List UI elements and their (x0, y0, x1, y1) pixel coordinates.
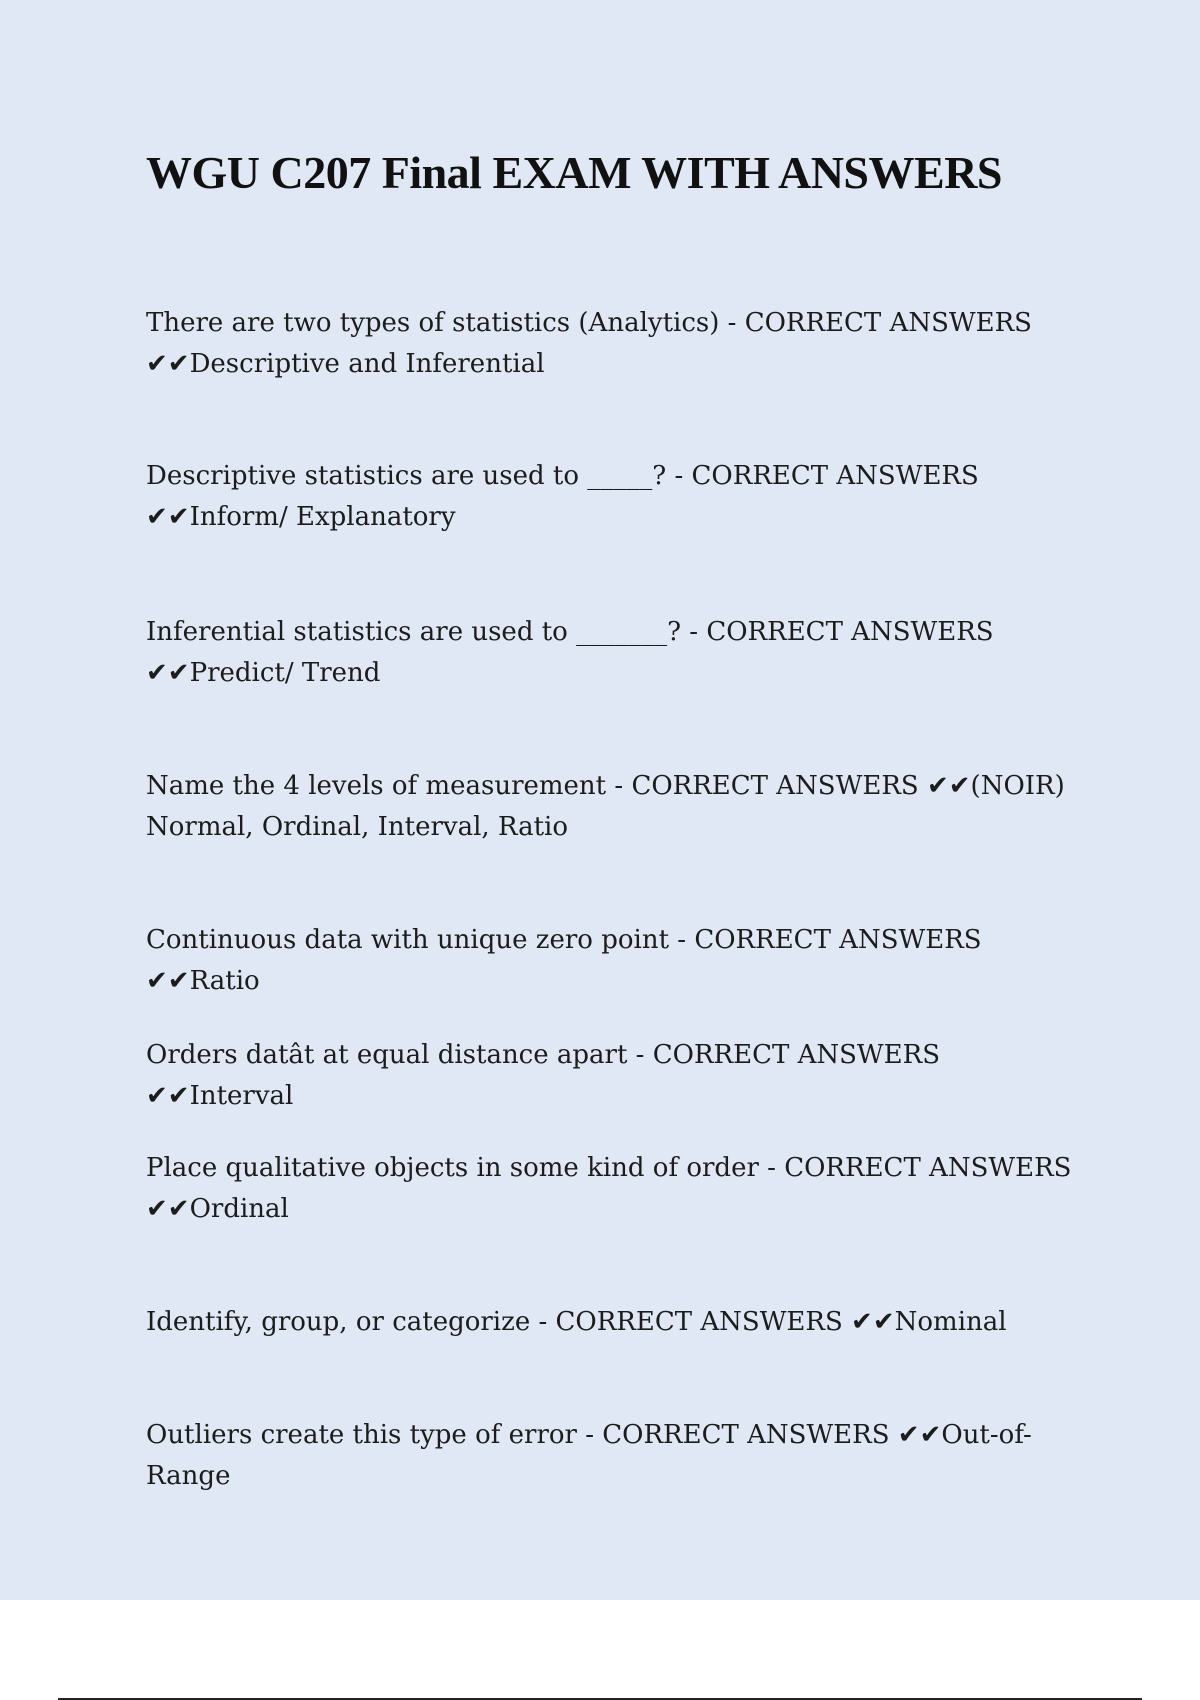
qa-item-1: There are two types of statistics (Analytics) - CORRECT ANSWERS ✔✔Descriptive and Inferential (146, 308, 1032, 379)
qa-item-6: Orders datât at equal distance apart - CORRECT ANSWERS ✔✔Interval (146, 1040, 941, 1111)
qa-item-8: Identify, group, or categorize - CORRECT ANSWERS ✔✔Nominal (146, 1307, 1007, 1337)
document-title: WGU C207 Final EXAM WITH ANSWERS (146, 147, 1003, 198)
qa-item-2: Descriptive statistics are used to _____? - CORRECT ANSWERS ✔✔Inform/ Explanatory (146, 461, 979, 532)
qa-item-3: Inferential statistics are used to _______? - CORRECT ANSWERS ✔✔Predict/ Trend (146, 617, 994, 688)
qa-item-5: Continuous data with unique zero point - CORRECT ANSWERS ✔✔Ratio (146, 925, 982, 996)
qa-item-4: Name the 4 levels of measurement - CORRECT ANSWERS ✔✔(NOIR) Normal, Ordinal, Interval, Ratio (146, 771, 1065, 842)
qa-item-9: Outliers create this type of error - CORRECT ANSWERS ✔✔Out-of-Range (146, 1420, 1032, 1491)
qa-item-7: Place qualitative objects in some kind of order - CORRECT ANSWERS ✔✔Ordinal (146, 1153, 1072, 1224)
